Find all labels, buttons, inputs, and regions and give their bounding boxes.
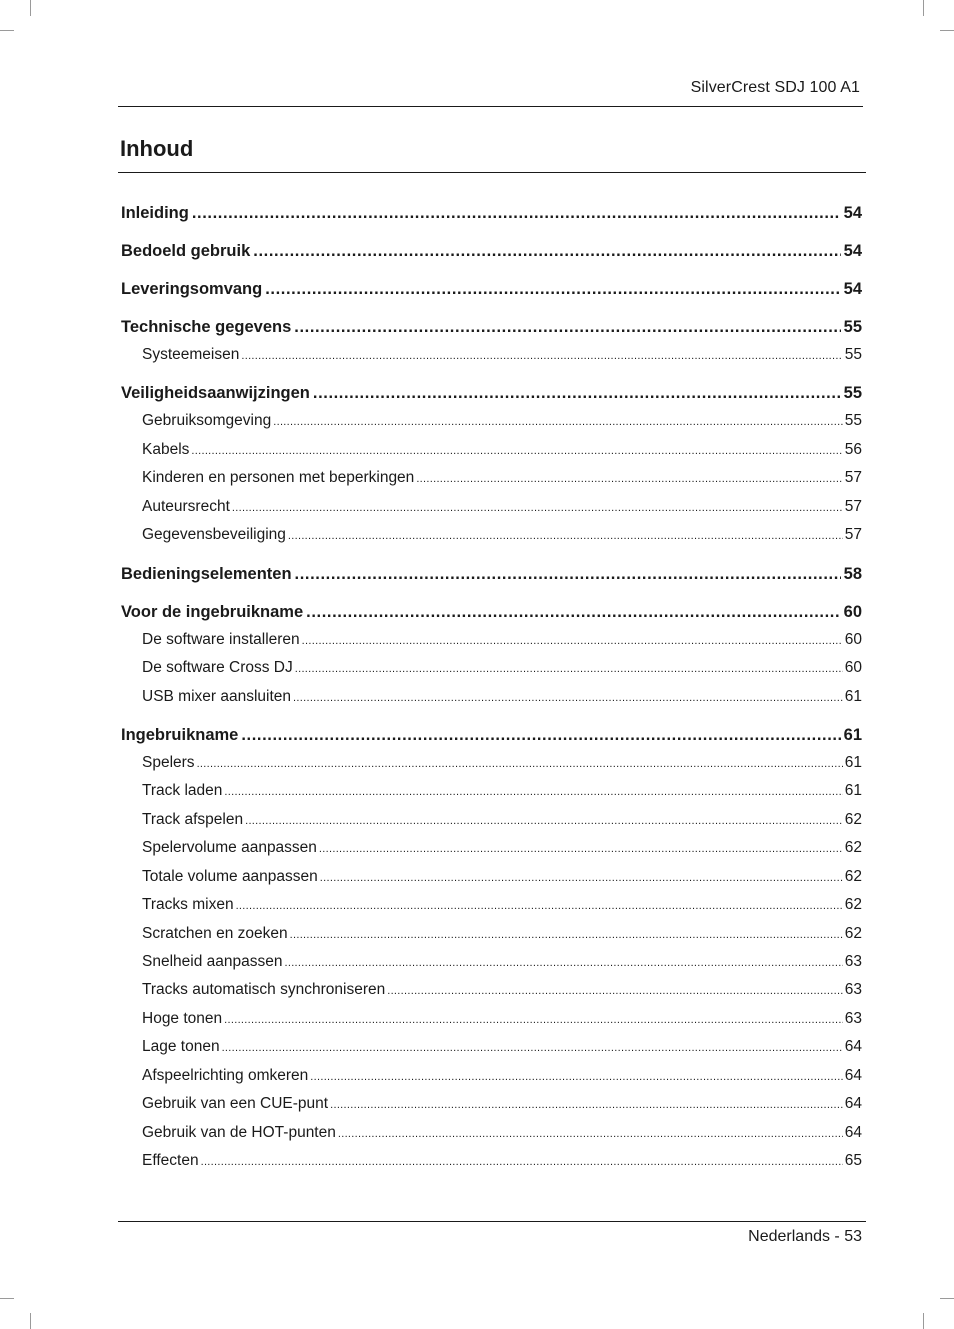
toc-entry-label: Gebruik van de HOT-punten xyxy=(142,1123,336,1141)
toc-entry-page-number: 55 xyxy=(844,346,862,363)
toc-leader-dots xyxy=(338,1120,843,1147)
toc-entry-label: Bedieningselementen xyxy=(121,564,292,583)
toc-entry-page-number: 63 xyxy=(844,953,862,970)
toc-leader-dots xyxy=(288,522,843,549)
toc-leader-dots xyxy=(293,684,843,711)
toc-entry-label: De software installeren xyxy=(142,630,300,648)
toc-leader-dots xyxy=(387,977,843,1004)
table-of-contents xyxy=(121,195,862,1176)
toc-entry-page-number: 54 xyxy=(843,204,862,222)
toc-entry-page-number: 64 xyxy=(844,1095,862,1113)
toc-section-entry[interactable] xyxy=(121,1062,862,1090)
toc-entry-page-number: 64 xyxy=(844,1038,862,1056)
toc-entry-page-number: 63 xyxy=(844,981,862,999)
toc-entry-page-number: 60 xyxy=(843,602,862,621)
crop-mark-bottom-right-vertical xyxy=(923,1313,924,1329)
toc-entry-label: Track afspelen xyxy=(142,810,244,828)
toc-entry-page-number: 61 xyxy=(844,782,862,800)
toc-leader-dots xyxy=(241,717,840,753)
toc-entry-label: Totale volume aanpassen xyxy=(142,867,318,885)
toc-entry-label: Lage tonen xyxy=(142,1038,220,1056)
toc-entry-page-number: 56 xyxy=(844,440,862,458)
toc-entry-label: Auteursrecht xyxy=(142,497,230,515)
toc-section-entry[interactable] xyxy=(121,1119,862,1147)
toc-entry-label: Scratchen en zoeken xyxy=(142,924,288,942)
toc-section-entry[interactable] xyxy=(121,1005,862,1033)
toc-entry-label: Leveringsomvang xyxy=(121,280,263,298)
toc-section-entry[interactable] xyxy=(121,464,862,492)
toc-leader-dots xyxy=(224,778,842,805)
toc-section-entry[interactable] xyxy=(121,1090,862,1118)
toc-section-entry[interactable] xyxy=(121,920,862,948)
toc-section-entry[interactable] xyxy=(121,521,862,549)
toc-entry-label: Tracks automatisch synchroniseren xyxy=(142,981,386,999)
toc-leader-dots xyxy=(241,342,842,369)
footer-rule xyxy=(118,1221,866,1222)
crop-mark-bottom-right-horizontal xyxy=(940,1298,954,1299)
toc-entry-label: Inleiding xyxy=(121,204,189,222)
toc-section-entry[interactable] xyxy=(121,683,862,711)
toc-leader-dots xyxy=(295,556,841,592)
toc-entry-label: Veiligheidsaanwijzingen xyxy=(121,384,310,403)
header-product-name: SilverCrest SDJ 100 A1 xyxy=(690,79,860,96)
toc-entry-label: USB mixer aansluiten xyxy=(142,687,292,705)
crop-mark-top-left-horizontal xyxy=(0,30,14,31)
title-rule xyxy=(118,172,866,173)
toc-entry-page-number: 62 xyxy=(844,867,862,885)
toc-leader-dots xyxy=(236,892,843,919)
toc-leader-dots xyxy=(232,494,843,521)
toc-entry-page-number: 62 xyxy=(844,810,862,828)
toc-entry-page-number: 63 xyxy=(844,1009,862,1027)
toc-entry-page-number: 64 xyxy=(844,1123,862,1141)
toc-entry-label: Tracks mixen xyxy=(142,896,234,914)
toc-entry-label: Bedoeld gebruik xyxy=(121,242,251,260)
toc-section-entry[interactable] xyxy=(121,493,862,521)
toc-entry-label: Ingebruikname xyxy=(121,725,239,744)
toc-section-entry[interactable] xyxy=(121,976,862,1004)
toc-chapter-entry[interactable] xyxy=(121,271,862,309)
toc-leader-dots xyxy=(310,1063,842,1090)
toc-leader-dots xyxy=(224,1006,843,1033)
header-rule xyxy=(118,106,863,107)
toc-leader-dots xyxy=(416,465,842,492)
toc-section-entry[interactable] xyxy=(121,436,862,464)
toc-leader-dots xyxy=(245,807,843,834)
toc-entry-page-number: 54 xyxy=(843,280,862,298)
toc-section-entry[interactable] xyxy=(121,1147,862,1175)
toc-leader-dots xyxy=(265,271,840,307)
toc-leader-dots xyxy=(290,921,843,948)
toc-leader-dots xyxy=(191,437,842,464)
toc-entry-label: Gebruik van een CUE-punt xyxy=(142,1095,329,1113)
page-title: Inhoud xyxy=(120,136,194,161)
toc-leader-dots xyxy=(192,195,841,231)
toc-entry-label: Hoge tonen xyxy=(142,1009,223,1027)
toc-entry-page-number: 61 xyxy=(844,753,862,771)
toc-section-entry[interactable] xyxy=(121,626,862,654)
toc-section-entry[interactable] xyxy=(121,407,862,435)
toc-entry-label: Track laden xyxy=(142,782,223,800)
footer-page-number: Nederlands - 53 xyxy=(748,1228,862,1245)
toc-entry-page-number: 55 xyxy=(843,384,862,403)
toc-section-entry[interactable] xyxy=(121,891,862,919)
toc-leader-dots xyxy=(222,1034,843,1061)
crop-mark-bottom-left-vertical xyxy=(30,1313,31,1329)
toc-leader-dots xyxy=(201,1148,843,1175)
toc-chapter-entry[interactable] xyxy=(121,233,862,271)
toc-section-entry[interactable] xyxy=(121,1033,862,1061)
toc-entry-label: Kabels xyxy=(142,440,190,458)
toc-entry-label: Voor de ingebruikname xyxy=(121,602,304,621)
toc-section-entry[interactable] xyxy=(121,777,862,805)
toc-section-entry[interactable] xyxy=(121,749,862,777)
toc-entry-label: Technische gegevens xyxy=(121,318,292,336)
toc-entry-label: Snelheid aanpassen xyxy=(142,953,283,970)
toc-entry-page-number: 62 xyxy=(844,924,862,942)
toc-section-entry[interactable] xyxy=(121,654,862,682)
toc-entry-label: De software Cross DJ xyxy=(142,659,293,677)
toc-leader-dots xyxy=(295,655,843,682)
toc-entry-page-number: 58 xyxy=(843,564,862,583)
toc-entry-page-number: 62 xyxy=(844,896,862,914)
toc-entry-page-number: 57 xyxy=(844,497,862,515)
toc-leader-dots xyxy=(302,627,843,654)
toc-entry-page-number: 62 xyxy=(844,839,862,857)
toc-chapter-entry[interactable] xyxy=(121,556,862,594)
toc-entry-page-number: 57 xyxy=(844,469,862,487)
toc-entry-label: Spelervolume aanpassen xyxy=(142,839,317,857)
toc-leader-dots xyxy=(306,594,840,630)
toc-entry-label: Systeemeisen xyxy=(142,346,240,363)
toc-entry-label: Effecten xyxy=(142,1152,199,1170)
toc-section-entry[interactable] xyxy=(121,806,862,834)
toc-entry-page-number: 64 xyxy=(844,1066,862,1084)
toc-entry-label: Afspeelrichting omkeren xyxy=(142,1066,309,1084)
toc-leader-dots xyxy=(273,408,843,435)
toc-entry-page-number: 57 xyxy=(844,526,862,544)
toc-section-entry[interactable] xyxy=(121,863,862,891)
toc-leader-dots xyxy=(197,750,843,777)
toc-leader-dots xyxy=(253,233,840,269)
toc-section-entry[interactable] xyxy=(121,948,862,976)
toc-entry-page-number: 54 xyxy=(843,242,862,260)
toc-entry-page-number: 61 xyxy=(843,725,862,744)
toc-entry-page-number: 60 xyxy=(844,659,862,677)
toc-leader-dots xyxy=(294,309,840,345)
toc-entry-label: Gebruiksomgeving xyxy=(142,412,272,430)
toc-section-entry[interactable] xyxy=(121,834,862,862)
crop-mark-bottom-left-horizontal xyxy=(0,1298,14,1299)
toc-leader-dots xyxy=(330,1091,843,1118)
crop-mark-top-right-vertical xyxy=(923,0,924,16)
toc-leader-dots xyxy=(284,949,842,976)
toc-leader-dots xyxy=(319,835,843,862)
toc-entry-page-number: 55 xyxy=(844,412,862,430)
toc-entry-label: Kinderen en personen met beperkingen xyxy=(142,469,415,487)
toc-entry-page-number: 65 xyxy=(844,1152,862,1170)
toc-section-entry[interactable] xyxy=(121,341,862,369)
crop-mark-top-left-vertical xyxy=(30,0,31,16)
toc-entry-page-number: 55 xyxy=(843,318,862,336)
toc-entry-label: Gegevensbeveiliging xyxy=(142,526,286,544)
toc-entry-page-number: 61 xyxy=(844,687,862,705)
crop-mark-top-right-horizontal xyxy=(940,30,954,31)
toc-entry-label: Spelers xyxy=(142,753,195,771)
toc-chapter-entry[interactable] xyxy=(121,195,862,233)
toc-leader-dots xyxy=(320,864,843,891)
toc-leader-dots xyxy=(313,375,841,411)
toc-entry-page-number: 60 xyxy=(844,630,862,648)
